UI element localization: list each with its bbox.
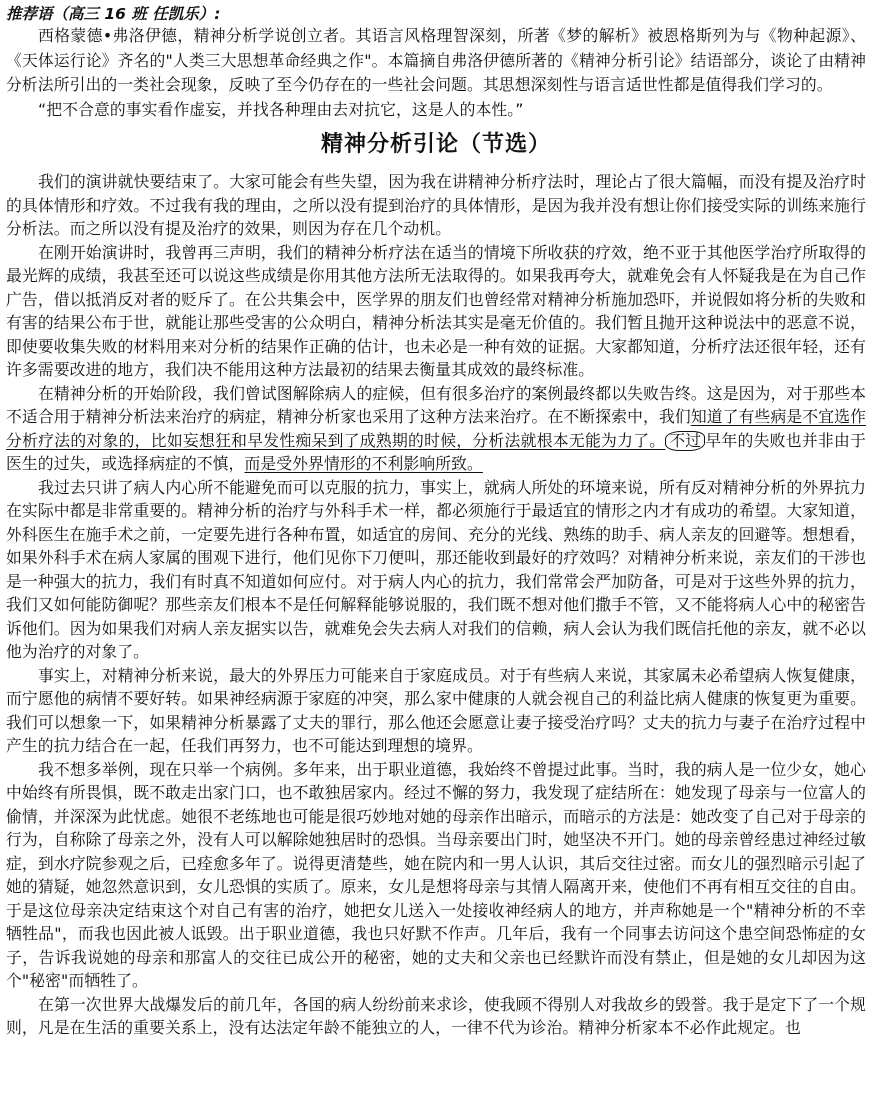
article-title: 精神分析引论（节选） [320, 132, 551, 157]
recommendation-quote: “把不合意的事实看作虚妄，并找各种理由去对抗它，这是人的本性。” [38, 99, 524, 119]
paragraph-2: 在刚开始演讲时，我曾再三声明，我们的精神分析疗法在适当的情境下所收获的疗效，绝不亚于其他医学治疗所取得的最光辉的成绩，我甚至还可以说这些成绩是你用其他方法所无法取得的。如果我再夸大，就难免会有人怀疑我是在为自己作广告，借以抵消反对者的贬斥了。在公共集会中，医学界的朋友们也曾经常对精神分析施加恐吓，并说假如将分析的失败和有害的结果公布于世，就能让那些受害的公众明白，精神分析法其实是毫无价值的。我们暂且抛开这种说法中的恶意不说，即使要收集失败的材料用来对分析的结果作正确的估计，也未必是一种有效的证据。大家都知道，分析疗法还很年轻，还有许多需要改进的地方，我们决不能用这种方法最初的结果去衡量其成效的最终标准。 [6, 242, 866, 379]
paragraph-1: 我们的演讲就快要结束了。大家可能会有些失望，因为我在讲精神分析疗法时，理论占了很大篇幅，而没有提及治疗时的具体情形和疗效。不过我有我的理由，之所以没有提到治疗的具体情形，是因为我并没有想让你们接受实际的训练来施行分析法。而之所以没有提及治疗的效果，则因为存在几个动机。 [6, 172, 866, 238]
recommendation-section [6, 4, 866, 122]
document-page [6, 4, 866, 1040]
paragraph-5: 事实上，对精神分析来说，最大的外界压力可能来自于家庭成员。对于有些病人来说，其家属未必希望病人恢复健康，而宁愿他的病情不要好转。如果神经病源于家庭的冲突，那么家中健康的人就会视自己的利益比病人健康的恢复更为重要。我们可以想象一下，如果精神分析暴露了丈夫的罪行，那么他还会愿意让妻子接受治疗吗？丈夫的抗力与妻子在治疗过程中产生的抗力结合在一起，任我们再努力，也不可能达到理想的境界。 [6, 665, 866, 755]
article-body [6, 170, 866, 1040]
paragraph-3 [6, 382, 866, 476]
recommendation-paragraph: 西格蒙德•弗洛伊德，精神分析学说创立者。其语言风格理智深刻，所著《梦的解析》被恩格斯列为与《物种起源》、《天体运行论》齐名的"人类三大思想革命经典之作"。本篇摘自弗洛伊德所著的《精神分析引论》结语部分，谈论了由精神分析法所引出的一类社会现象，反映了至今仍存在的一些社会问题。其思想深刻性与语言适世性都是值得我们学习的。 [6, 26, 866, 94]
recommendation-heading: 推荐语（高三 16 班 任凯乐）: [6, 5, 221, 23]
paragraph-3-text-2: 早年的失败也并非由于医生的过失，或选择病症的不慎， [6, 430, 866, 473]
paragraph-3-text: 在精神分析的开始阶段，我们曾试图解除病人的症候，但有很多治疗的案例最终都以失败告终。这是因为，对于那些本不适合用于精神分析法来治疗的病症，精神分析家也采用了这种方法来治疗。在不断探索中，我们 [6, 383, 866, 426]
paragraph-6: 我不想多举例，现在只举一个病例。多年来，出于职业道德，我始终不曾提过此事。当时，我的病人是一位少女，她心中始终有所畏惧，既不敢走出家门口，也不敢独居家内。经过不懈的努力，我发现了症结所在：她发现了母亲与一位富人的偷情，并深深为此忧虑。她很不老练地也可能是很巧妙地对她的母亲作出暗示，而暗示的方法是：她改变了自己对于母亲的行为，自称除了母亲之外，没有人可以解除她独居时的恐惧。当母亲要出门时，她坚决不开门。她的母亲曾经患过神经过敏症，到水疗院参观之后，已痊愈多年了。说得更清楚些，她在院内和一男人认识，其后交往过密。而女儿的强烈暗示引起了她的猜疑，她忽然意识到，女儿恐惧的实质了。原来，女儿是想将母亲与其情人隔离开来，使他们不再有相互交往的自由。于是这位母亲决定结束这个对自己有害的治疗，她把女儿送入一处接收神经病人的地方，并声称她是一个"精神分析的不幸牺牲品"，而我也因此被人诋毁。出于职业道德，我也只好默不作声。几年后，我有一个同事去访问这个患空间恐怖症的女子，告诉我说她的母亲和那富人的交往已成公开的秘密，她的丈夫和父亲也已经默许而没有禁止，但是她的女儿却因为这个"秘密"而牺牲了。 [6, 759, 866, 990]
underlined-sentence-1: 知道了有些病是不宜选作分析疗法的对象的，比如妄想狂和早发性痴呆到了成熟期的时候，分析法就根本无能为力了。 [6, 407, 866, 450]
underlined-sentence-2: 而是受外界情形的不利影响所致。 [244, 454, 483, 473]
paragraph-4: 我过去只讲了病人内心所不能避免而可以克服的抗力，事实上，就病人所处的环境来说，所有反对精神分析的外界抗力在实际中都是非常重要的。精神分析的治疗与外科手术一样，都必须施行于最适宜的情形之内才有成功的希望。大家知道，外科医生在施手术之前，一定要先进行各种布置，如适宜的房间、充分的光线、熟练的助手、病人亲友的回避等。想想看，如果外科手术在病人家属的围观下进行，他们见你下刀便叫，那还能收到最好的疗效吗？对精神分析来说，亲友们的干涉也是一种强大的抗力，我们有时真不知道如何应付。对于病人内心的抗力，我们常常会严加防备，可是对于这些外界的抗力，我们又如何能防御呢？那些亲友们根本不是任何解释能够说服的，我们既不想对他们撒手不管，又不能将病人心中的秘密告诉他们。因为如果我们对病人亲友据实以告，就难免会失去病人对我们的信赖，病人会认为我们既信托他的亲友，就不必以他为治疗的对象了。 [6, 477, 866, 661]
paragraph-7: 在第一次世界大战爆发后的前几年，各国的病人纷纷前来求诊，使我顾不得别人对我故乡的毁誉。我于是定下了一个规则，凡是在生活的重要关系上，没有达法定年龄不能独立的人，一律不代为诊治。精神分析家本不必作此规定。也 [6, 994, 866, 1037]
circled-word: 不过 [665, 431, 705, 451]
